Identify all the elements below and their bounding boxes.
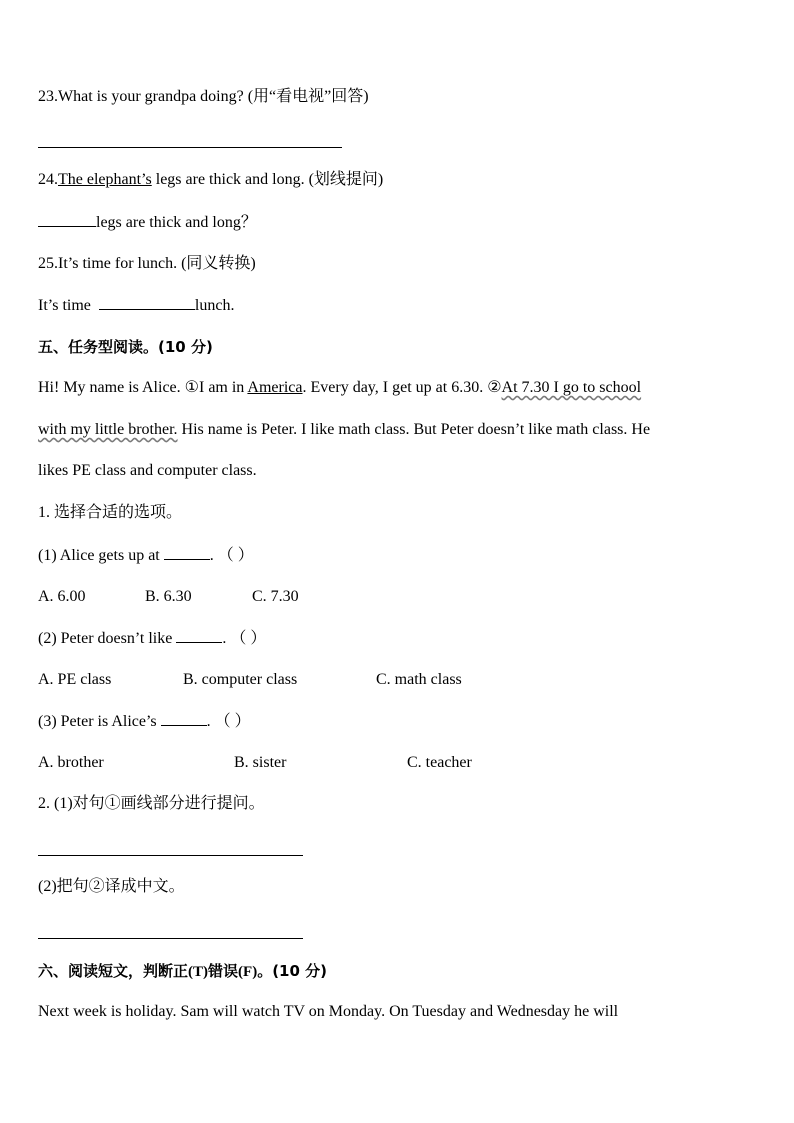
- mc-question-2-end: . （ ）: [222, 630, 267, 647]
- mc-question-3: [38, 711, 251, 732]
- question-23: 23.What is your grandpa doing? (用“看电视”回答): [38, 88, 369, 105]
- mc-3-option-b[interactable]: B. sister: [234, 754, 287, 771]
- passage-line-1: [38, 378, 641, 398]
- passage-line-2: [38, 420, 650, 440]
- passage-line-1-b: . Every day, I get up at 6.30. ②: [302, 379, 502, 396]
- answer-blank-25[interactable]: [99, 295, 195, 310]
- question-24-rest: legs are thick and long. (划线提问): [151, 171, 384, 188]
- mc-question-1-text: (1) Alice gets up at: [38, 547, 164, 564]
- mc-question-3-end: . （ ）: [206, 713, 251, 730]
- mc-blank-3[interactable]: [161, 711, 207, 726]
- question-25: 25.It’s time for lunch. (同义转换): [38, 255, 256, 272]
- answer-25-suffix: lunch.: [194, 297, 235, 314]
- mc-blank-2[interactable]: [176, 628, 222, 643]
- mc-question-1-end: . （ ）: [209, 547, 254, 564]
- section-6-heading-c: 错误: [208, 962, 239, 980]
- mc-blank-1[interactable]: [164, 545, 210, 560]
- passage-underlined-america: America: [247, 379, 303, 396]
- question-24-underlined: The elephant’s: [58, 171, 152, 188]
- mc-question-3-text: (3) Peter is Alice’s: [38, 713, 161, 730]
- answer-line-task-2-1[interactable]: [38, 855, 303, 856]
- passage-wavy-sentence-part1: At 7.30 I go to school: [501, 379, 642, 396]
- section-6-heading-e: 。(10 分): [257, 962, 327, 980]
- task-2-1: 2. (1)对句①画线部分进行提问。: [38, 795, 265, 812]
- question-24-number: 24.: [38, 171, 58, 188]
- answer-blank-24[interactable]: [38, 212, 96, 227]
- mc-3-option-c[interactable]: C. teacher: [407, 754, 472, 771]
- mc-question-2-text: (2) Peter doesn’t like: [38, 630, 177, 647]
- mc-question-2: [38, 628, 266, 649]
- mc-2-option-a[interactable]: A. PE class: [38, 671, 112, 688]
- section-6-heading-b: (T): [188, 964, 209, 980]
- section-6-heading-d: (F): [238, 964, 258, 980]
- answer-25-prefix: It’s time: [38, 297, 95, 314]
- section-6-heading-a: 六、阅读短文，判断正: [38, 962, 189, 980]
- mc-3-option-a[interactable]: A. brother: [38, 754, 104, 771]
- mc-2-option-b[interactable]: B. computer class: [183, 671, 298, 688]
- mc-1-option-a[interactable]: A. 6.00: [38, 588, 86, 605]
- answer-24-text: legs are thick and long？: [96, 214, 257, 231]
- mc-1-option-b[interactable]: B. 6.30: [145, 588, 192, 605]
- passage-wavy-sentence-part2: with my little brother.: [38, 421, 178, 438]
- mc-1-option-c[interactable]: C. 7.30: [252, 588, 299, 605]
- section-6-heading: [38, 961, 327, 982]
- section-5-heading: 五、任务型阅读。(10 分): [38, 338, 213, 356]
- mc-2-option-c[interactable]: C. math class: [376, 671, 462, 688]
- answer-line-23[interactable]: [38, 147, 342, 148]
- passage-line-1-a: Hi! My name is Alice. ①I am in: [38, 379, 248, 396]
- mc-question-1: [38, 545, 254, 566]
- passage-line-3: likes PE class and computer class.: [38, 462, 257, 479]
- task-2-2: (2)把句②译成中文。: [38, 878, 185, 895]
- answer-24: [38, 212, 257, 233]
- question-24: [38, 170, 383, 190]
- answer-line-task-2-2[interactable]: [38, 938, 303, 939]
- passage-line-2-rest: His name is Peter. I like math class. But Peter doesn’t like math class. He: [177, 421, 651, 438]
- task-1-title: 1. 选择合适的选项。: [38, 504, 183, 521]
- answer-25: [38, 295, 234, 316]
- section-6-passage-line-1: Next week is holiday. Sam will watch TV on Monday. On Tuesday and Wednesday he will: [38, 1003, 619, 1020]
